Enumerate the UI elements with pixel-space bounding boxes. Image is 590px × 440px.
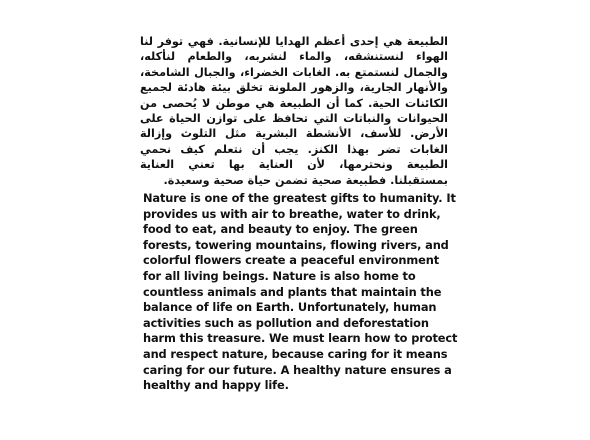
arabic-paragraph: الطبيعة هي إحدى أعظم الهدايا للإنسانية. فهي توفر لنا الهواء لنستنشقه، والماء لنشربه، والطعام لنأكله، والجمال لنستمتع به. الغابات الخضراء، والجبال الشامخة، والأنهار الجارية، والزهور الملونة تخلق بيئة هادئة لجميع الكائنات الحية. كما أن الطبيعة هي موطن لا يُحصى من الحيوانات والنباتات التي تحافظ على توازن الحياة على الأرض. للأسف، الأنشطة البشرية مثل التلوث وإزالة الغابات تضر بهذا الكنز. يجب أن نتعلم كيف نحمي الطبيعة ونحترمها، لأن العناية بها تعني العناية بمستقبلنا. فطبيعة صحية تضمن حياة صحية وسعيدة. — [140, 35, 448, 187]
english-paragraph: Nature is one of the greatest gifts to humanity. It provides us with air to breathe, water to drink, food to eat, and beauty to enjoy. The green forests, towering mountains, flowing rivers, and colorful flowers create a peaceful environment for all living beings. Nature is also home to countless animals and plants that maintain the balance of life on Earth. Unfortunately, human activities such as pollution and deforestation harm this treasure. We must learn how to protect and respect nature, because caring for it means caring for our future. A healthy nature ensures a healthy and happy life. — [143, 191, 458, 393]
